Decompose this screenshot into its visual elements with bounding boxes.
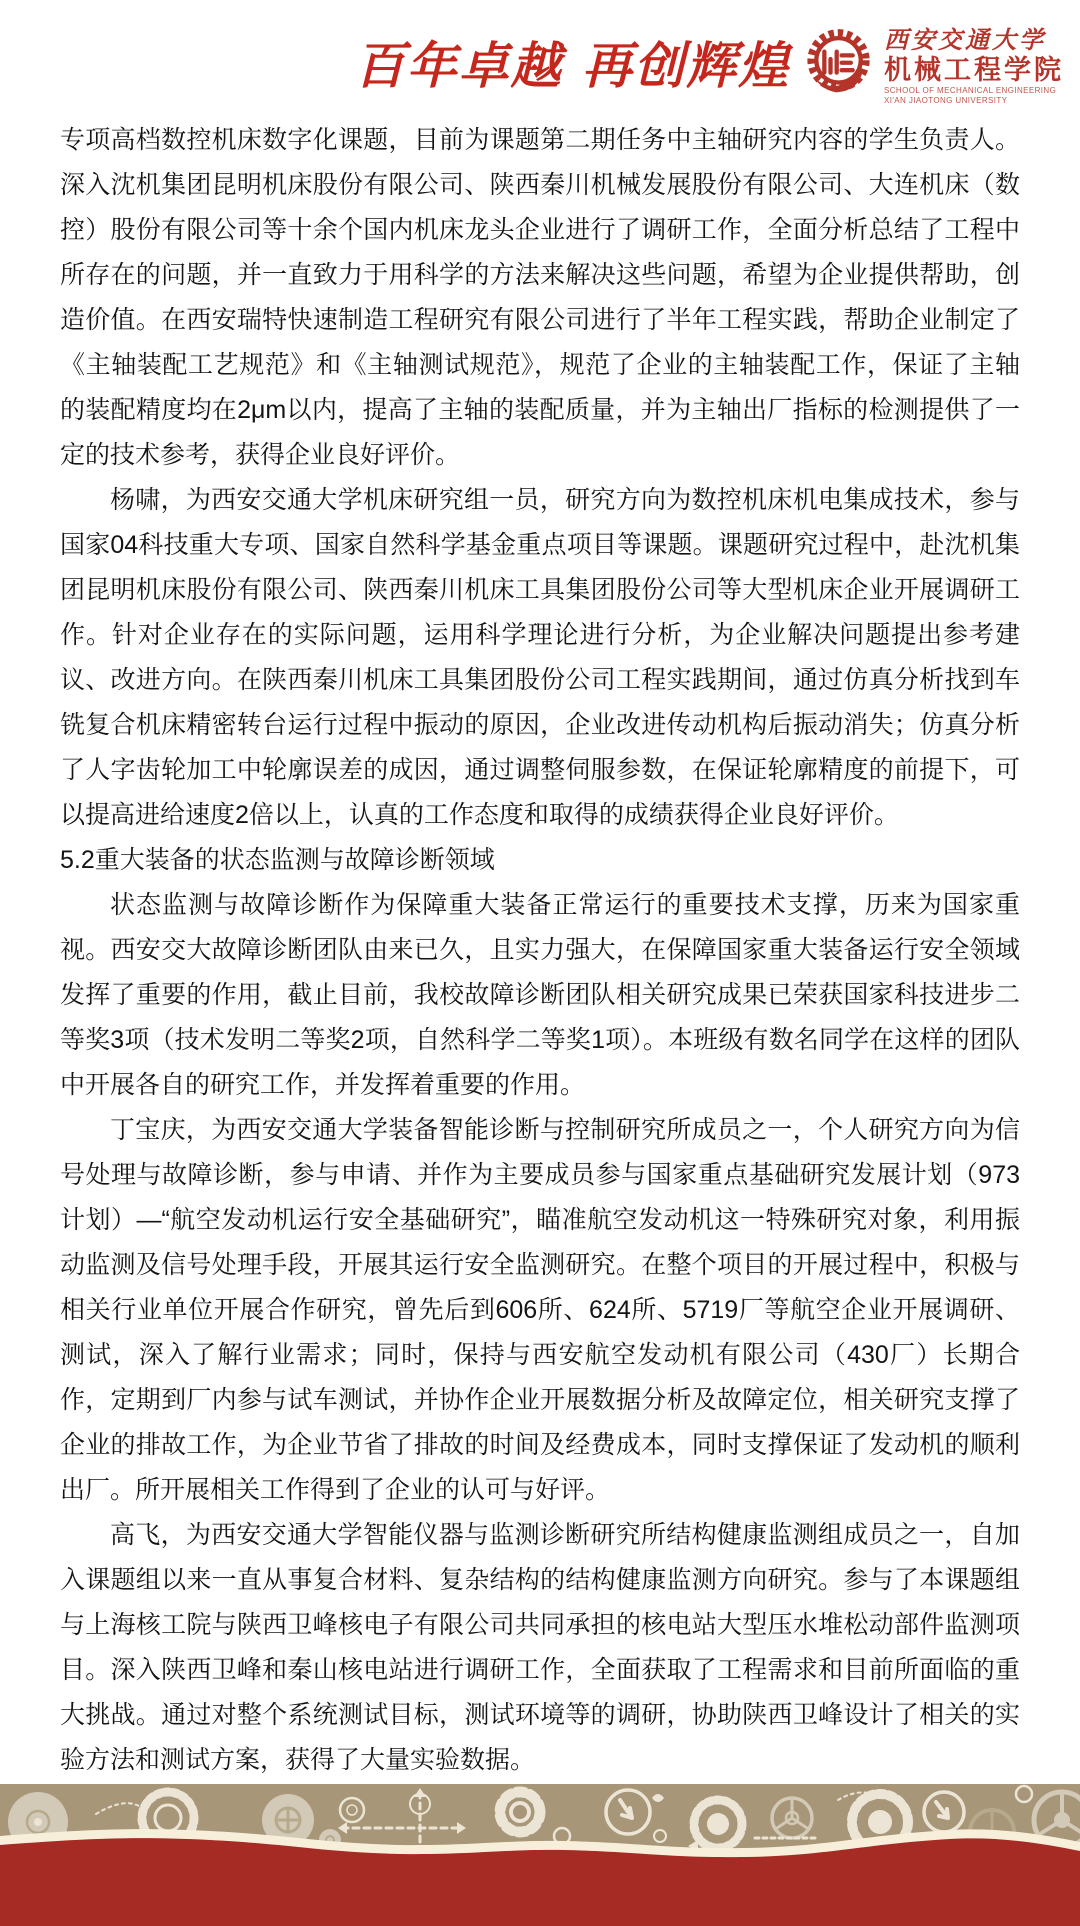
logo-university-name: 西安交通大学 <box>884 25 1046 54</box>
footer-decoration <box>0 1780 1080 1926</box>
paragraph: 专项高档数控机床数字化课题，目前为课题第二期任务中主轴研究内容的学生负责人。深入沈机集团昆明机床股份有限公司、陕西秦川机械发展股份有限公司、大连机床（数控）股份有限公司等十余个国内机床龙头企业进行了调研工作，全面分析总结了工程中所存在的问题，并一直致力于用科学的方法来解决这些问题，希望为企业提供帮助，创造价值。在西安瑞特快速制造工程研究有限公司进行了半年工程实践，帮助企业制定了《主轴装配工艺规范》和《主轴测试规范》，规范了企业的主轴装配工作，保证了主轴的装配精度均在2μm以内，提高了主轴的装配质量，并为主轴出厂指标的检测提供了一定的技术参考，获得企业良好评价。 <box>60 126 1020 469</box>
footer-graphic <box>0 1780 1080 1926</box>
logo-english-line1: SCHOOL OF MECHANICAL ENGINEERING <box>884 86 1057 95</box>
logo-school-name: 机械工程学院 <box>884 55 1064 85</box>
school-logo <box>804 25 1064 108</box>
paragraph: 高飞，为西安交通大学智能仪器与监测诊断研究所结构健康监测组成员之一，自加入课题组以来一直从事复合材料、复杂结构的结构健康监测方向研究。参与了本课题组与上海核工院与陕西卫峰核电子有限公司共同承担的核电站大型压水堆松动部件监测项目。深入陕西卫峰和秦山核电站进行调研工作，全面获取了工程需求和目前所面临的重大挑战。通过对整个系统测试目标，测试环境等的调研，协助陕西卫峰设计了相关的实验方法和测试方案，获得了大量实验数据。 <box>60 1521 1020 1774</box>
logo-english-line2: XI'AN JIAOTONG UNIVERSITY <box>884 96 1008 105</box>
footer-red-wave <box>0 1838 1080 1926</box>
paragraph: 杨啸，为西安交通大学机床研究组一员，研究方向为数控机床机电集成技术，参与国家04科技重大专项、国家自然科学基金重点项目等课题。课题研究过程中，赴沈机集团昆明机床股份有限公司、陕西秦川机床工具集团股份公司等大型机床企业开展调研工作。针对企业存在的实际问题，运用科学理论进行分析，为企业解决问题提出参考建议、改进方向。在陕西秦川机床工具集团股份公司工程实践期间，通过仿真分析找到车铣复合机床精密转台运行过程中振动的原因，企业改进传动机构后振动消失；仿真分析了人字齿轮加工中轮廓误差的成因，通过调整伺服参数，在保证轮廓精度的前提下，可以提高进给速度2倍以上，认真的工作态度和取得的成绩获得企业良好评价。 <box>60 486 1020 829</box>
document-text <box>60 118 1020 1783</box>
gear-logo-icon <box>804 25 878 108</box>
paragraph: 状态监测与故障诊断作为保障重大装备正常运行的重要技术支撑，历来为国家重视。西安交大故障诊断团队由来已久，且实力强大，在保障国家重大装备运行安全领域发挥了重要的作用，截止目前，我校故障诊断团队相关研究成果已荣获国家科技进步二等奖3项（技术发明二等奖2项，自然科学二等奖1项）。本班级有数名同学在这样的团队中开展各自的研究工作，并发挥着重要的作用。 <box>60 891 1020 1099</box>
paragraph: 丁宝庆，为西安交通大学装备智能诊断与控制研究所成员之一，个人研究方向为信号处理与故障诊断，参与申请、并作为主要成员参与国家重点基础研究发展计划（973计划）—“航空发动机运行安全基础研究”，瞄准航空发动机这一特殊研究对象，利用振动监测及信号处理手段，开展其运行安全监测研究。在整个项目的开展过程中，积极与相关行业单位开展合作研究，曾先后到606所、624所、5719厂等航空企业开展调研、测试，深入了解行业需求；同时，保持与西安航空发动机有限公司（430厂）长期合作，定期到厂内参与试车测试，并协作企业开展数据分析及故障定位，相关研究支撑了企业的排故工作，为企业节省了排故的时间及经费成本，同时支撑保证了发动机的顺利出厂。所开展相关工作得到了企业的认可与好评。 <box>60 1116 1020 1504</box>
header-banner <box>355 16 1064 116</box>
calligraphy-slogan: 百年卓越 再创辉煌 <box>354 36 790 95</box>
section-heading: 5.2重大装备的状态监测与故障诊断领域 <box>60 846 495 874</box>
